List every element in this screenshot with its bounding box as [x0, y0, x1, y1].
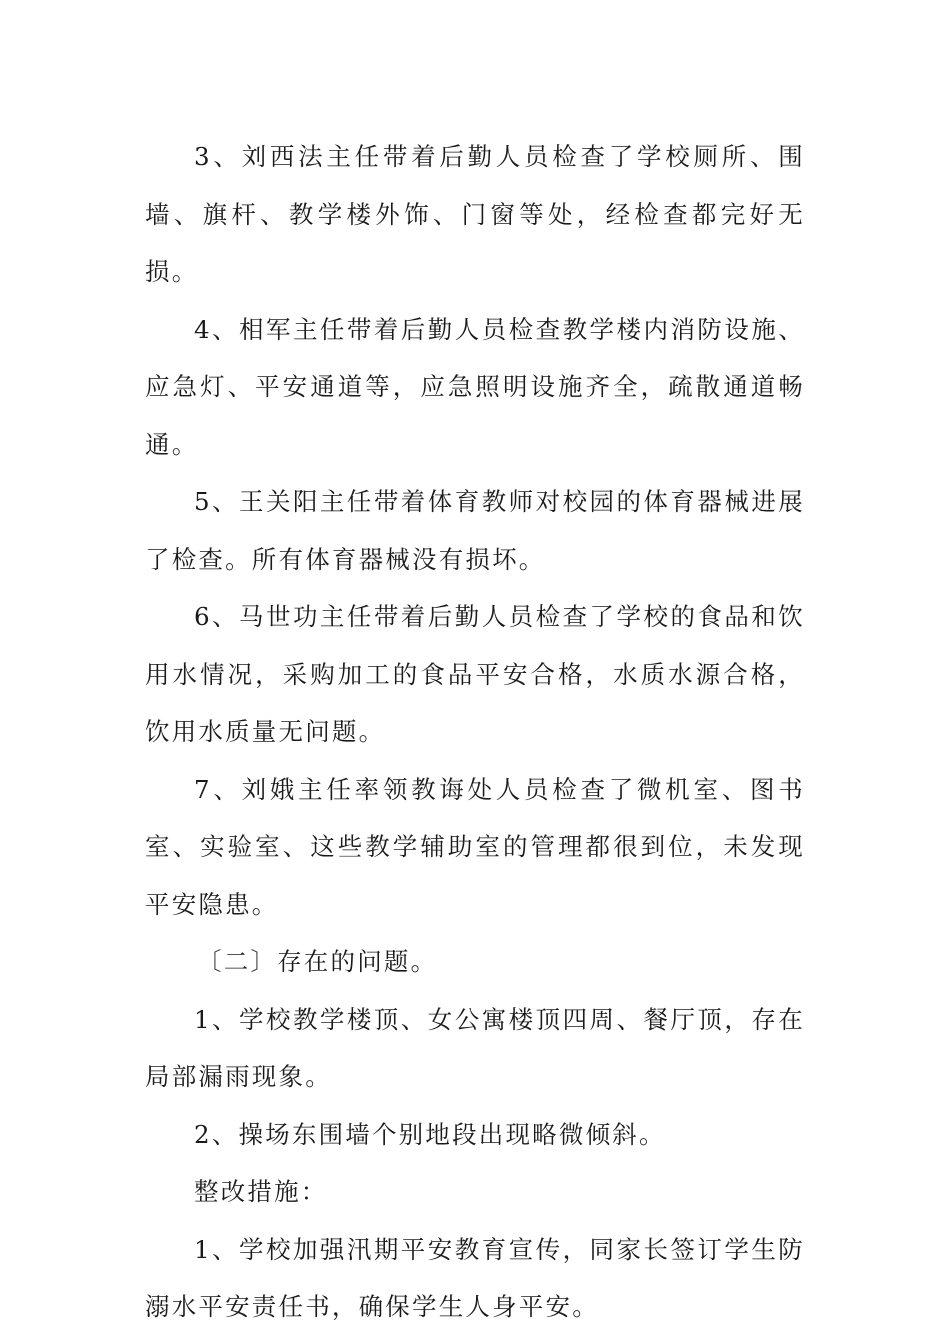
problem-item-1: 1、学校教学楼顶、女公寓楼顶四周、餐厅顶，存在局部漏雨现象。 [145, 1004, 805, 1091]
measure-item-1: 1、学校加强汛期平安教育宣传，同家长签订学生防溺水平安责任书，确保学生人身平安。 [145, 1234, 805, 1321]
paragraph-item-6: 6、马世功主任带着后勤人员检查了学校的食品和饮用水情况，采购加工的食品平安合格，水质水源合格，饮用水质量无问题。 [145, 602, 805, 746]
paragraph-item-5: 5、王关阳主任带着体育教师对校园的体育器械进展了检查。所有体育器械没有损坏。 [145, 487, 805, 574]
problem-item-2: 2、操场东围墙个别地段出现略微倾斜。 [194, 1119, 666, 1149]
paragraph-item-7: 7、刘娥主任率领教诲处人员检查了微机室、图书室、实验室、这些教学辅助室的管理都很到位，未发现平安隐患。 [145, 774, 805, 919]
paragraph-item-4: 4、相军主任带着后勤人员检查教学楼内消防设施、应急灯、平安通道等，应急照明设施齐全，疏散通道畅通。 [145, 314, 805, 459]
section-heading-measures: 整改措施： [194, 1177, 328, 1206]
paragraph-item-3: 3、刘西法主任带着后勤人员检查了学校厕所、围墙、旗杆、教学楼外饰、门窗等处，经检查都完好无损。 [145, 142, 805, 286]
document-body [145, 128, 805, 1336]
section-heading-problems: 〔二〕存在的问题。 [197, 947, 438, 976]
